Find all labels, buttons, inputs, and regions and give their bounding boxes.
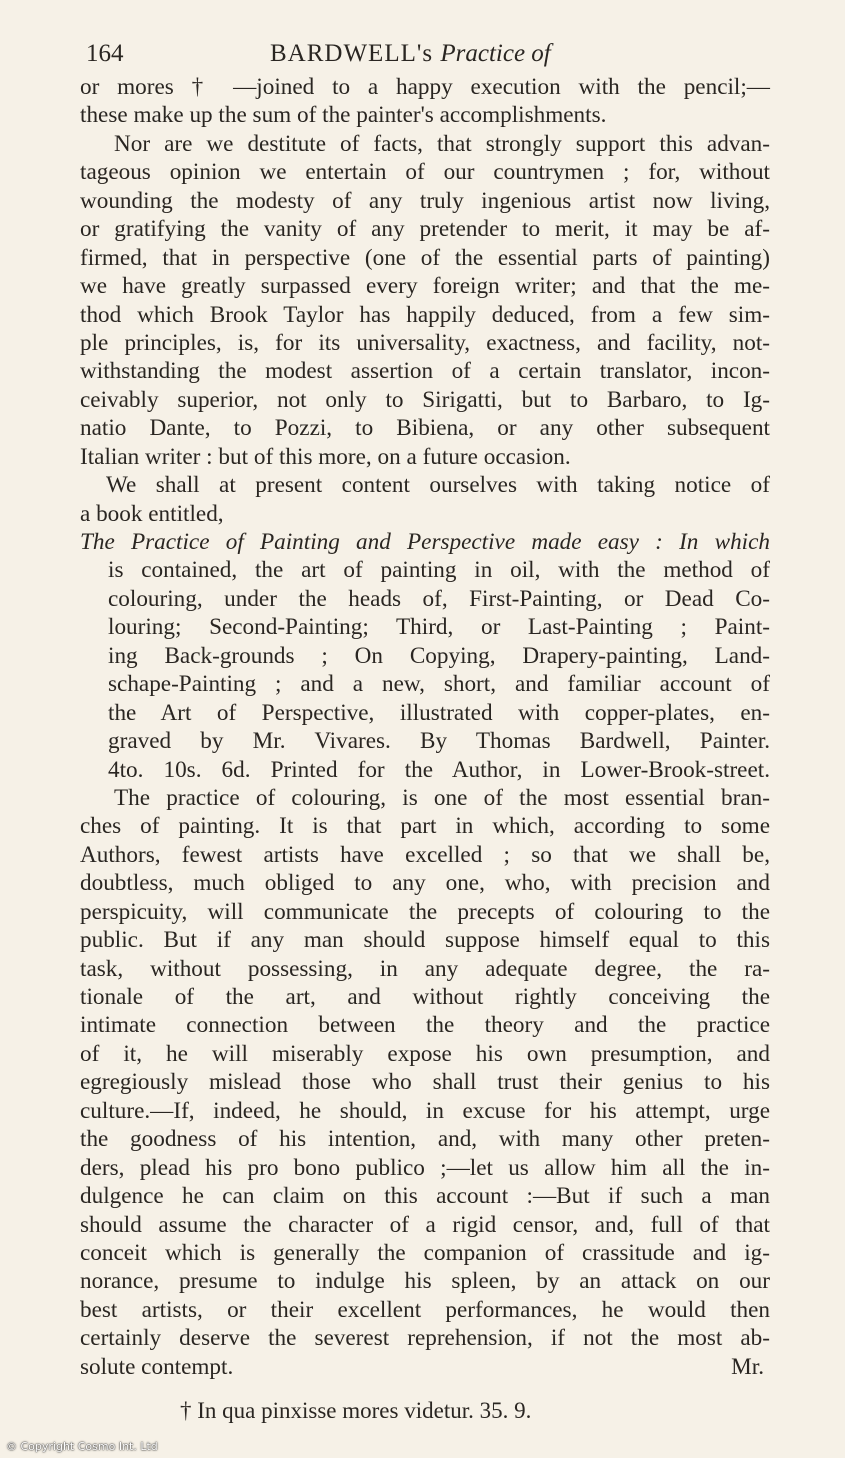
text-line: should assume the character of a rigid censor, and, full of that xyxy=(80,1211,770,1238)
footnote: † In qua pinxisse mores videtur. 35. 9. xyxy=(180,1398,532,1423)
text-line: intimate connection between the theory and the practice xyxy=(80,1012,770,1039)
text-line: these make up the sum of the painter's accomplishments. xyxy=(80,102,607,129)
text-line: ceivably superior, not only to Sirigatti, but to Barbaro, to Ig- xyxy=(80,386,770,413)
text-line: Nor are we destitute of facts, that strongly support this advan- xyxy=(114,130,770,157)
body-text xyxy=(80,73,770,1381)
text-line: natio Dante, to Pozzi, to Bibiena, or any other subsequent xyxy=(80,415,770,442)
running-title-italic: Practice of xyxy=(440,40,551,67)
text-line: tionale of the art, and without rightly conceiving the xyxy=(80,984,770,1010)
text-line: 4to. 10s. 6d. Printed for the Author, in Lower-Brook-street. xyxy=(108,756,770,783)
text-line: thod which Brook Taylor has happily deduced, from a few sim- xyxy=(80,301,770,328)
book-title-line: The Practice of Painting and Perspective made easy : In which xyxy=(80,529,770,555)
copyright-watermark: © Copyright Cosmo Int. Ltd xyxy=(6,1440,158,1453)
text-line: withstanding the modest assertion of a certain translator, incon- xyxy=(80,358,770,385)
text-line: Italian writer : but of this more, on a future occasion. xyxy=(80,443,571,470)
text-line: colouring, under the heads of, First-Painting, or Dead Co- xyxy=(108,585,770,612)
text-line: egregiously mislead those who shall trust their genius to his xyxy=(80,1069,770,1096)
text-line: ders, plead his pro bono publico ;—let us allow him all the in- xyxy=(80,1154,770,1181)
text-line: task, without possessing, in any adequate degree, the ra- xyxy=(80,955,770,982)
text-line: Authors, fewest artists have excelled ; so that we shall be, xyxy=(80,841,770,868)
text-line: public. But if any man should suppose himself equal to this xyxy=(80,927,770,954)
catchword: Mr. xyxy=(731,1353,764,1380)
text-line: schape-Painting ; and a new, short, and familiar account of xyxy=(108,671,770,698)
text-line: ches of painting. It is that part in which, according to some xyxy=(80,813,770,840)
text-line: norance, presume to indulge his spleen, by an attack on our xyxy=(80,1268,770,1295)
text-line: conceit which is generally the companion of crassitude and ig- xyxy=(80,1239,770,1266)
text-line xyxy=(80,1353,770,1381)
page-header xyxy=(86,40,686,74)
text-line: a book entitled, xyxy=(80,500,224,527)
running-title xyxy=(270,40,551,68)
text-line: or gratifying the vanity of any pretender to merit, it may be af- xyxy=(80,216,770,243)
text-line: graved by Mr. Vivares. By Thomas Bardwell, Painter. xyxy=(108,728,770,755)
text-line: culture.—If, indeed, he should, in excuse for his attempt, urge xyxy=(80,1097,770,1124)
text-line: The practice of colouring, is one of the most essential bran- xyxy=(114,784,770,811)
text-line: ple principles, is, for its universality, exactness, and facility, not- xyxy=(80,329,770,356)
text-line: tageous opinion we entertain of our countrymen ; for, without xyxy=(80,159,770,186)
text-line: wounding the modesty of any truly ingenious artist now living, xyxy=(80,187,770,214)
text-line: doubtless, much obliged to any one, who, with precision and xyxy=(80,870,770,897)
text-line: is contained, the art of painting in oil, with the method of xyxy=(108,557,770,584)
text-line: perspicuity, will communicate the precepts of colouring to the xyxy=(80,898,770,925)
text-line: firmed, that in perspective (one of the essential parts of painting) xyxy=(80,244,770,271)
running-title-roman: BARDWELL's xyxy=(270,40,434,67)
last-line-text: solute contempt. xyxy=(80,1353,234,1380)
text-line: We shall at present content ourselves with taking notice of xyxy=(106,472,770,499)
text-line: louring; Second-Painting; Third, or Last-Painting ; Paint- xyxy=(108,614,770,641)
text-line: of it, he will miserably expose his own presumption, and xyxy=(80,1040,770,1067)
text-line: or mores † —joined to a happy execution with the pencil;— xyxy=(80,74,770,100)
page-number: 164 xyxy=(86,40,124,67)
text-line: certainly deserve the severest reprehension, if not the most ab- xyxy=(80,1325,770,1352)
text-line: the Art of Perspective, illustrated with copper-plates, en- xyxy=(108,699,770,726)
text-line: ing Back-grounds ; On Copying, Drapery-painting, Land- xyxy=(108,642,770,669)
text-line: the goodness of his intention, and, with many other preten- xyxy=(80,1126,770,1153)
text-line: we have greatly surpassed every foreign writer; and that the me- xyxy=(80,273,770,300)
text-line: dulgence he can claim on this account :—But if such a man xyxy=(80,1183,770,1210)
text-line: best artists, or their excellent performances, he would then xyxy=(80,1296,770,1323)
